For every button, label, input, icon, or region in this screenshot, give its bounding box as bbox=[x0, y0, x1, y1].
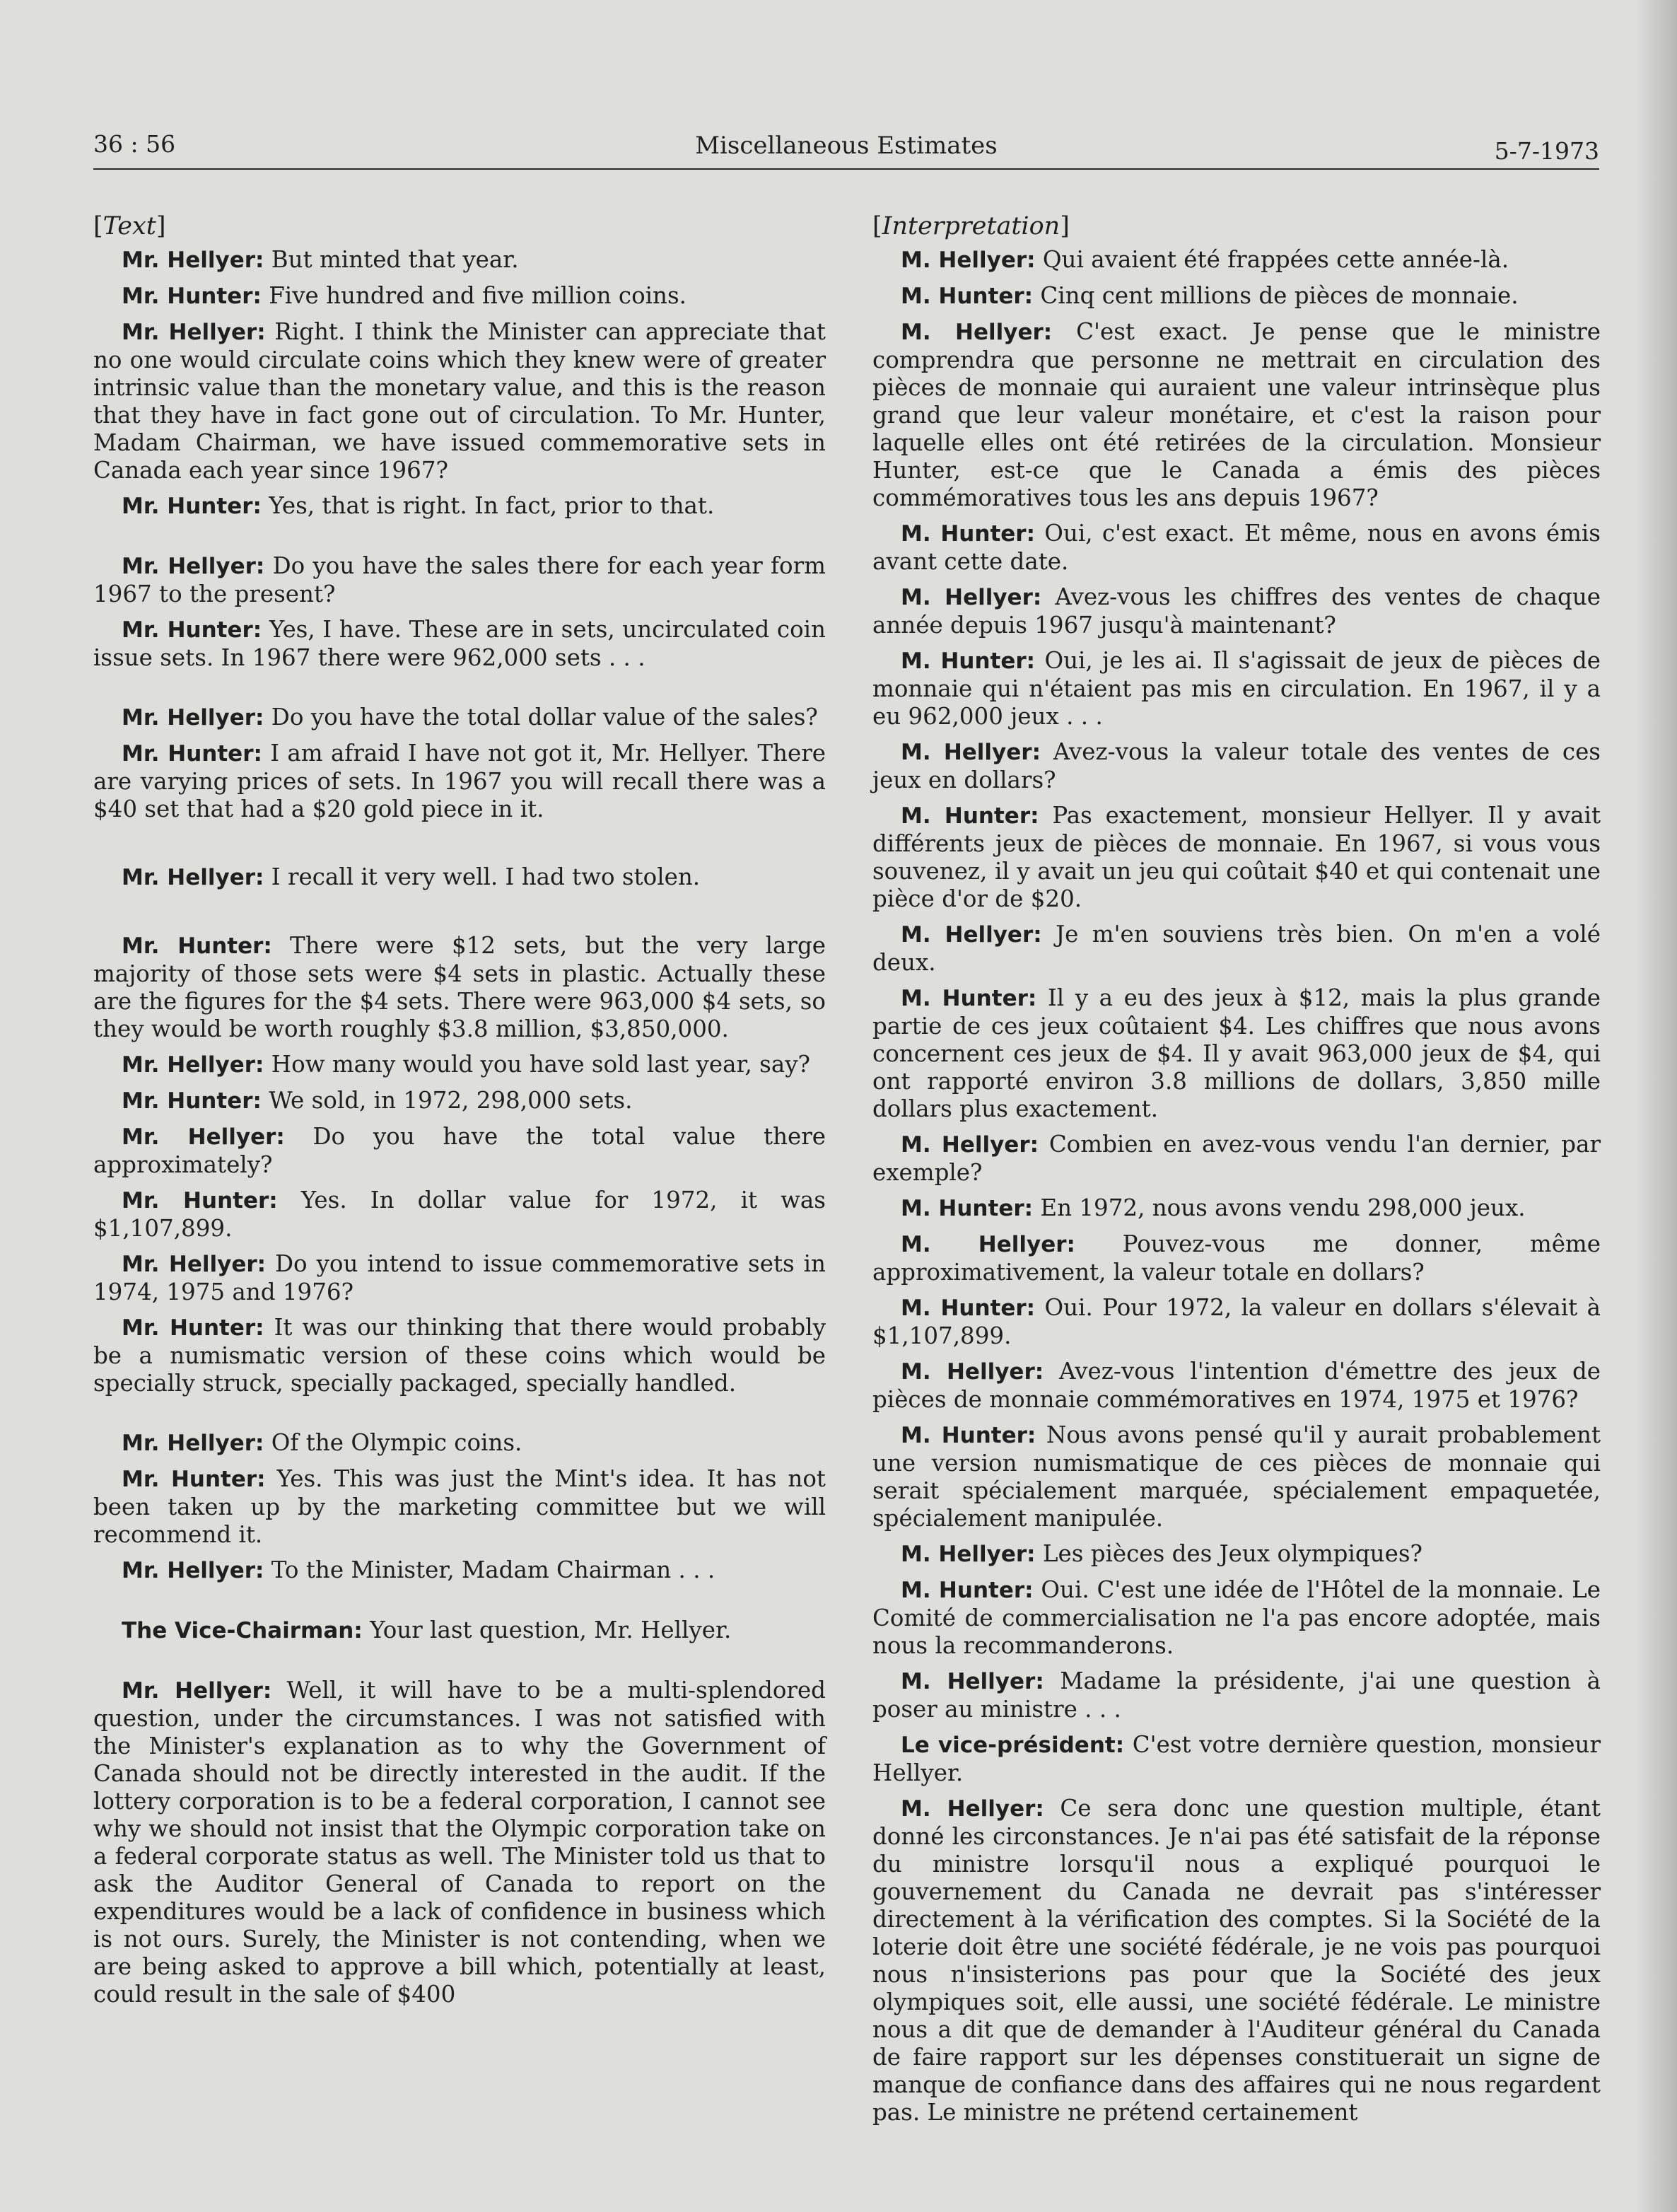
paragraph-text: Qui avaient été frappées cette année-là. bbox=[1042, 246, 1509, 273]
speaker-name: Mr. Hellyer: bbox=[122, 705, 264, 730]
speaker-name: M. Hunter: bbox=[901, 521, 1035, 547]
speaker-name: Mr. Hellyer: bbox=[122, 320, 266, 345]
paragraph-text: Avez-vous l'intention d'émettre des jeux de pièces de monnaie commémoratives en 1974, 1975 et 1976? bbox=[872, 1358, 1601, 1413]
speaker-name: M. Hellyer: bbox=[901, 1232, 1075, 1257]
paragraph-text: Oui, je les ai. Il s'agissait de jeux de pièces de monnaie qui n'étaient pas mis en circulation. En 1967, il y a eu 962,000 jeux . . . bbox=[872, 647, 1601, 730]
paragraph-text: There were $12 sets, but the very large majority of those sets were $4 sets in plastic. Actually these are the figures for the $4 sets. There were 963,000 $4 sets, so they would be worth roughly $3.8 million, $3,850,000. bbox=[93, 932, 826, 1042]
transcript-paragraph bbox=[93, 1314, 826, 1397]
transcript-paragraph bbox=[93, 740, 826, 823]
paragraph-text: Cinq cent millions de pièces de monnaie. bbox=[1040, 282, 1519, 309]
transcript-paragraph bbox=[93, 318, 826, 484]
paragraph-text: It was our thinking that there would probably be a numismatic version of these coins which would be specially struck, specially packaged, specially handled. bbox=[93, 1314, 826, 1397]
speaker-name: M. Hellyer: bbox=[901, 1669, 1044, 1694]
transcript-paragraph bbox=[872, 1294, 1601, 1350]
paragraph-text: Yes, that is right. In fact, prior to that. bbox=[269, 492, 715, 519]
speaker-name: Mr. Hellyer: bbox=[122, 1124, 285, 1150]
speaker-name: M. Hellyer: bbox=[901, 1542, 1036, 1567]
paragraph-text: Yes. This was just the Mint's idea. It has not been taken up by the marketing committee but we will recommend it. bbox=[93, 1465, 826, 1548]
speaker-name: M. Hellyer: bbox=[901, 248, 1036, 273]
paragraph-text: Je m'en souviens très bien. On m'en a volé deux. bbox=[872, 921, 1601, 976]
paragraph-text: Pas exactement, monsieur Hellyer. Il y avait différents jeux de pièces de monnaie. En 1967, si vous vous souvenez, il y avait un jeu qui coûtait $40 et qui contenait une pièce d'or de $20. bbox=[872, 802, 1601, 912]
page-number: 36 : 56 bbox=[93, 130, 176, 158]
page-edge-shadow bbox=[1635, 0, 1677, 2212]
transcript-paragraph bbox=[93, 704, 826, 732]
speaker-name: Mr. Hellyer: bbox=[122, 1431, 264, 1456]
speaker-name: Mr. Hellyer: bbox=[122, 1252, 267, 1277]
transcript-paragraph bbox=[872, 1540, 1601, 1568]
tag-label: Interpretation bbox=[882, 212, 1060, 240]
speaker-name: M. Hellyer: bbox=[901, 922, 1042, 948]
speaker-name: M. Hunter: bbox=[901, 1423, 1036, 1448]
transcript-paragraph bbox=[93, 1087, 826, 1115]
paragraph-text: Do you intend to issue commemorative sets in 1974, 1975 and 1976? bbox=[93, 1250, 826, 1305]
paragraph-text: I am afraid I have not got it, Mr. Hellyer. There are varying prices of sets. In 1967 you will recall there was a $40 set that had a $20 gold piece in it. bbox=[93, 740, 826, 822]
speaker-name: Mr. Hunter: bbox=[122, 1467, 266, 1492]
transcript-paragraph bbox=[93, 1465, 826, 1549]
paragraph-text: How many would you have sold last year, say? bbox=[271, 1051, 810, 1078]
header-date: 5-7-1973 bbox=[1494, 137, 1599, 165]
speaker-name: Mr. Hellyer: bbox=[122, 1678, 272, 1704]
speaker-name: Mr. Hellyer: bbox=[122, 865, 264, 890]
paragraph-text: Oui, c'est exact. Et même, nous en avons émis avant cette date. bbox=[872, 520, 1601, 575]
speaker-name: Mr. Hunter: bbox=[122, 617, 262, 643]
transcript-paragraph bbox=[93, 1051, 826, 1079]
transcript-paragraph bbox=[872, 583, 1601, 639]
transcript-paragraph bbox=[872, 1230, 1601, 1286]
tag-label: Text bbox=[103, 212, 156, 240]
transcript-paragraph bbox=[872, 1131, 1601, 1187]
speaker-name: M. Hunter: bbox=[901, 284, 1034, 309]
paragraph-text: Les pièces des Jeux olympiques? bbox=[1042, 1540, 1422, 1567]
paragraph-text: Madame la présidente, j'ai une question à poser au ministre . . . bbox=[872, 1667, 1601, 1723]
paragraph-text: Ce sera donc une question multiple, étant donné les circonstances. Je n'ai pas été satisfait de la réponse du ministre lorsqu'il nous a expliqué pourquoi le gouvernement du Canada ne devrait pas s'intéresser directement à la vérification des comptes. Si la Société de la loterie doit être une société fédérale, je ne vois pas pourquoi nous n'insisterions pas pour que la Société des jeux olympiques soit, elle aussi, une société fédérale. Le ministre nous a dit que de demander à l'Auditeur général du Canada de faire rapport sur les dépenses constituerait un signe de manque de confiance dans des affaires qui ne nous regardent pas. Le ministre ne prétend certainement bbox=[872, 1795, 1601, 2126]
paragraph-text: Yes. In dollar value for 1972, it was $1,107,899. bbox=[93, 1187, 826, 1242]
paragraph-text: C'est exact. Je pense que le ministre comprendra que personne ne mettrait en circulation des pièces de monnaie qui auraient une valeur intrinsèque plus grand que leur valeur monétaire, et c'est la raison pour laquelle elles ont été retirées de la circulation. Monsieur Hunter, est-ce que le Canada a émis des pièces commémoratives tous les ans depuis 1967? bbox=[872, 318, 1601, 511]
paragraph-text: Il y a eu des jeux à $12, mais la plus grande partie de ces jeux coûtaient $4. Les chiffres que nous avons concernent ces jeux de $4. Il y avait 963,000 jeux de $4, qui ont rapporté environ 3.8 millions de dollars, 3,850 mille dollars plus exactement. bbox=[872, 984, 1601, 1122]
transcript-paragraph bbox=[93, 1250, 826, 1306]
transcript-paragraph bbox=[93, 552, 826, 608]
speaker-name: Mr. Hunter: bbox=[122, 284, 262, 309]
transcript-paragraph bbox=[872, 246, 1601, 274]
transcript-paragraph bbox=[93, 492, 826, 520]
transcript-paragraph bbox=[872, 282, 1601, 310]
running-title: Miscellaneous Estimates bbox=[695, 132, 998, 160]
speaker-name: Mr. Hunter: bbox=[122, 741, 262, 767]
speaker-name: M. Hunter: bbox=[901, 1196, 1034, 1221]
paragraph-text: Avez-vous la valeur totale des ventes de ces jeux en dollars? bbox=[872, 738, 1601, 793]
transcript-paragraph bbox=[93, 282, 826, 310]
english-column bbox=[93, 212, 826, 2016]
transcript-paragraph bbox=[872, 921, 1601, 977]
speaker-name: M. Hunter: bbox=[901, 648, 1036, 674]
transcript-paragraph bbox=[872, 802, 1601, 913]
transcript-paragraph bbox=[872, 738, 1601, 794]
column-tag-interpretation: [Interpretation] bbox=[872, 212, 1070, 240]
paragraph-text: Well, it will have to be a multi-splendored question, under the circumstances. I was not satisfied with the Minister's explanation as to why the Government of Canada should not be directly interested in the audit. If the lottery corporation is to be a federal corporation, I cannot see why we should not insist that the Olympic corporation take on a federal corporate status as well. The Minister told us that to ask the Auditor General of Canada to report on the expenditures would be a lack of confidence in business which is not ours. Surely, the Minister is not contending, when we are being asked to approve a bill which, potentially at least, could result in the sale of $400 bbox=[93, 1677, 826, 2008]
paragraph-text: To the Minister, Madam Chairman . . . bbox=[271, 1556, 715, 1583]
transcript-paragraph bbox=[93, 246, 826, 274]
french-column bbox=[872, 212, 1601, 2134]
speaker-name: Mr. Hunter: bbox=[122, 1088, 262, 1114]
paragraph-text: Oui. C'est une idée de l'Hôtel de la monnaie. Le Comité de commercialisation ne l'a pas encore adoptée, mais nous la recommanderons. bbox=[872, 1576, 1601, 1659]
transcript-paragraph bbox=[872, 647, 1601, 730]
paragraph-text: Pouvez-vous me donner, même approximativement, la valeur totale en dollars? bbox=[872, 1230, 1601, 1286]
transcript-paragraph bbox=[872, 520, 1601, 576]
speaker-name: The Vice-Chairman: bbox=[122, 1618, 363, 1643]
page-header bbox=[93, 127, 1599, 170]
speaker-name: Mr. Hellyer: bbox=[122, 248, 264, 273]
paragraph-text: Nous avons pensé qu'il y aurait probablement une version numismatique de ces pièces de monnaie qui serait spécialement marquée, spécialement empaquetée, spécialement manipulée. bbox=[872, 1421, 1601, 1532]
transcript-paragraph bbox=[872, 318, 1601, 512]
transcript-paragraph bbox=[93, 1556, 826, 1585]
speaker-name: M. Hellyer: bbox=[901, 1132, 1039, 1158]
speaker-name: M. Hunter: bbox=[901, 803, 1039, 829]
transcript-paragraph bbox=[872, 984, 1601, 1123]
speaker-name: M. Hellyer: bbox=[901, 740, 1041, 765]
paragraph-text: Combien en avez-vous vendu l'an dernier, par exemple? bbox=[872, 1131, 1601, 1186]
speaker-name: M. Hellyer: bbox=[901, 585, 1042, 610]
speaker-name: Mr. Hellyer: bbox=[122, 1558, 264, 1583]
speaker-name: M. Hellyer: bbox=[901, 1359, 1044, 1385]
paragraph-text: Your last question, Mr. Hellyer. bbox=[370, 1617, 732, 1643]
paragraph-text: Do you have the total value there approximately? bbox=[93, 1123, 826, 1178]
paragraph-text: We sold, in 1972, 298,000 sets. bbox=[269, 1087, 633, 1114]
transcript-paragraph bbox=[93, 1677, 826, 2008]
speaker-name: Mr. Hunter: bbox=[122, 1315, 264, 1341]
transcript-paragraph bbox=[872, 1421, 1601, 1532]
transcript-paragraph bbox=[93, 616, 826, 672]
speaker-name: M. Hellyer: bbox=[901, 1796, 1044, 1822]
paragraph-text: C'est votre dernière question, monsieur Hellyer. bbox=[872, 1731, 1601, 1786]
transcript-paragraph bbox=[93, 1617, 826, 1645]
paragraph-text: Five hundred and five million coins. bbox=[269, 282, 686, 309]
paragraph-text: Do you have the sales there for each year form 1967 to the present? bbox=[93, 552, 826, 607]
speaker-name: Mr. Hunter: bbox=[122, 933, 272, 959]
transcript-paragraph bbox=[93, 1429, 826, 1457]
paragraph-text: Avez-vous les chiffres des ventes de chaque année depuis 1967 jusqu'à maintenant? bbox=[872, 583, 1601, 639]
transcript-paragraph bbox=[872, 1731, 1601, 1787]
transcript-paragraph bbox=[93, 1123, 826, 1179]
speaker-name: Mr. Hunter: bbox=[122, 1188, 278, 1213]
speaker-name: M. Hunter: bbox=[901, 1578, 1034, 1603]
transcript-paragraph bbox=[93, 863, 826, 892]
paragraph-text: Oui. Pour 1972, la valeur en dollars s'élevait à $1,107,899. bbox=[872, 1294, 1601, 1349]
transcript-paragraph bbox=[872, 1194, 1601, 1223]
speaker-name: Le vice-président: bbox=[901, 1733, 1125, 1758]
paragraph-text: En 1972, nous avons vendu 298,000 jeux. bbox=[1040, 1194, 1526, 1221]
paragraph-text: Do you have the total dollar value of the sales? bbox=[271, 704, 818, 730]
speaker-name: M. Hellyer: bbox=[901, 320, 1053, 345]
transcript-paragraph bbox=[93, 932, 826, 1043]
speaker-name: Mr. Hellyer: bbox=[122, 554, 265, 579]
column-tag-text: [Text] bbox=[93, 212, 166, 240]
transcript-paragraph bbox=[872, 1576, 1601, 1660]
speaker-name: M. Hunter: bbox=[901, 986, 1037, 1011]
paragraph-text: But minted that year. bbox=[271, 246, 519, 273]
paragraph-text: Of the Olympic coins. bbox=[271, 1429, 522, 1456]
transcript-paragraph bbox=[872, 1667, 1601, 1723]
speaker-name: M. Hunter: bbox=[901, 1296, 1036, 1321]
paragraph-text: Right. I think the Minister can appreciate that no one would circulate coins which they knew were of greater intrinsic value than the monetary value, and this is the reason that they have in fact gone out of circulation. To Mr. Hunter, Madam Chairman, we have issued commemorative sets in Canada each year since 1967? bbox=[93, 318, 826, 484]
speaker-name: Mr. Hunter: bbox=[122, 494, 262, 519]
transcript-paragraph bbox=[872, 1358, 1601, 1414]
speaker-name: Mr. Hellyer: bbox=[122, 1052, 264, 1078]
transcript-paragraph bbox=[93, 1187, 826, 1242]
paragraph-text: Yes, I have. These are in sets, uncirculated coin issue sets. In 1967 there were 962,000 sets . . . bbox=[93, 616, 826, 671]
transcript-paragraph bbox=[872, 1795, 1601, 2126]
paragraph-text: I recall it very well. I had two stolen. bbox=[271, 863, 701, 890]
